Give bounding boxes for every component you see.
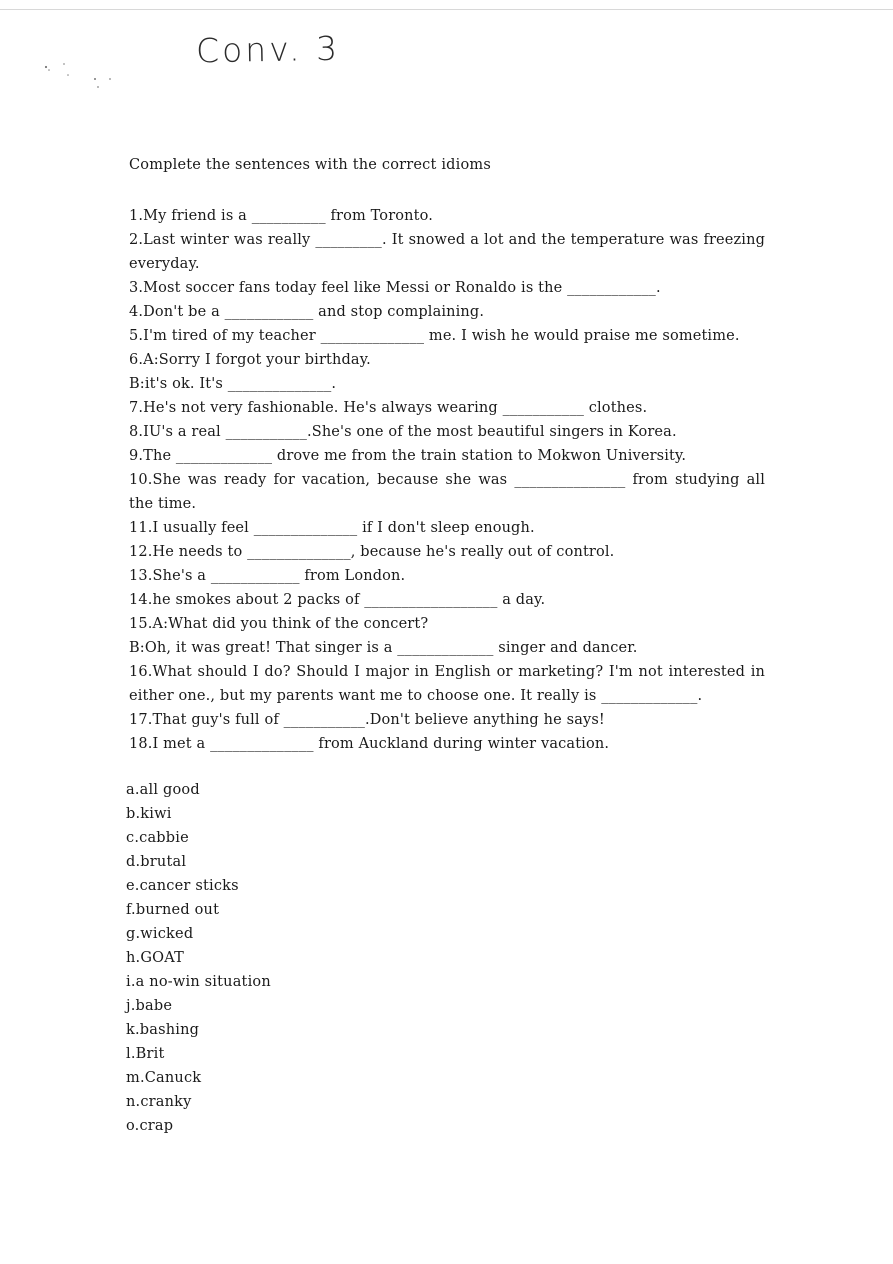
question-7: 7.He's not very fashionable. He's always wearing ___________ clothes. — [129, 400, 648, 416]
idiom-options-list — [126, 778, 271, 1138]
scan-specks-decoration — [40, 55, 120, 95]
question-2: 2.Last winter was really _________. It snowed a lot and the temperature was freezing everyday. — [129, 232, 765, 272]
question-14: 14.he smokes about 2 packs of __________________ a day. — [129, 592, 546, 608]
option-k: k.bashing — [126, 1022, 200, 1038]
question-13: 13.She's a ____________ from London. — [129, 568, 406, 584]
option-a: a.all good — [126, 782, 200, 798]
question-18: 18.I met a ______________ from Auckland during winter vacation. — [129, 736, 610, 752]
option-l: l.Brit — [126, 1046, 165, 1062]
option-o: o.crap — [126, 1118, 174, 1134]
option-b: b.kiwi — [126, 806, 172, 822]
question-15b: B:Oh, it was great! That singer is a _____________ singer and dancer. — [129, 640, 638, 656]
question-8: 8.IU's a real ___________.She's one of the most beautiful singers in Korea. — [129, 424, 677, 440]
option-h: h.GOAT — [126, 950, 184, 966]
question-6a: 6.A:Sorry I forgot your birthday. — [129, 352, 371, 368]
question-11: 11.I usually feel ______________ if I don't sleep enough. — [129, 520, 535, 536]
option-c: c.cabbie — [126, 830, 189, 846]
option-n: n.cranky — [126, 1094, 192, 1110]
option-j: j.babe — [126, 998, 173, 1014]
handwritten-title: Conv. 3 — [195, 28, 341, 71]
option-m: m.Canuck — [126, 1070, 202, 1086]
question-3: 3.Most soccer fans today feel like Messi or Ronaldo is the ____________. — [129, 280, 661, 296]
questions-list — [129, 204, 765, 756]
question-17: 17.That guy's full of ___________.Don't believe anything he says! — [129, 712, 605, 728]
option-i: i.a no-win situation — [126, 974, 271, 990]
question-4: 4.Don't be a ____________ and stop complaining. — [129, 304, 485, 320]
option-f: f.burned out — [126, 902, 220, 918]
question-10: 10.She was ready for vacation, because she was _______________ from studying all the time. — [129, 472, 765, 512]
question-16: 16.What should I do? Should I major in English or marketing? I'm not interested in either one., but my parents want me to choose one. It really is _____________. — [129, 664, 765, 704]
scan-top-edge — [0, 9, 893, 10]
question-9: 9.The _____________ drove me from the train station to Mokwon University. — [129, 448, 687, 464]
question-12: 12.He needs to ______________, because he's really out of control. — [129, 544, 615, 560]
question-1: 1.My friend is a __________ from Toronto. — [129, 208, 434, 224]
option-d: d.brutal — [126, 854, 187, 870]
question-5: 5.I'm tired of my teacher ______________ me. I wish he would praise me sometime. — [129, 328, 740, 344]
question-6b: B:it's ok. It's ______________. — [129, 376, 337, 392]
option-e: e.cancer sticks — [126, 878, 239, 894]
instructions: Complete the sentences with the correct idioms — [129, 157, 492, 173]
question-15a: 15.A:What did you think of the concert? — [129, 616, 429, 632]
option-g: g.wicked — [126, 926, 194, 942]
